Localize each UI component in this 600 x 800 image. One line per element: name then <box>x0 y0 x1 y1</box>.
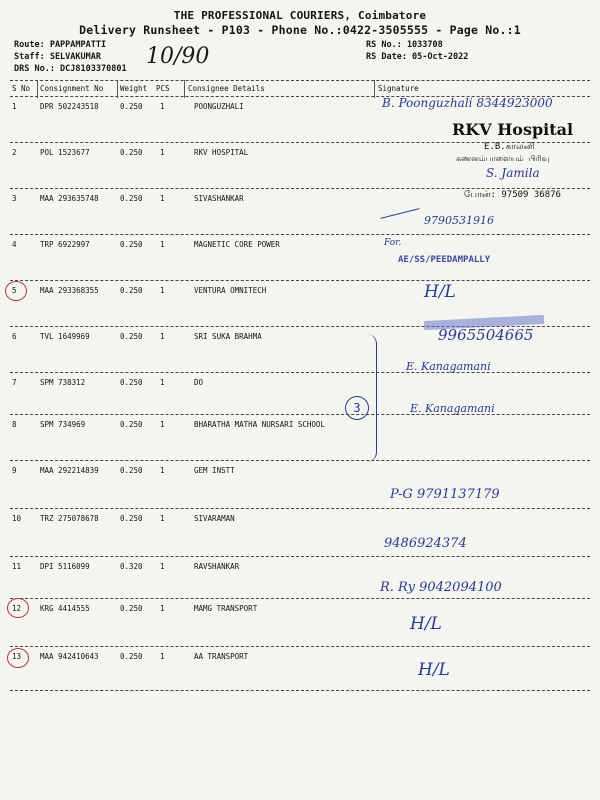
row-consignment-no: DPR 502243518 <box>40 102 99 111</box>
signature-row-5: H/L <box>424 282 456 302</box>
rs-number: RS No.: 1033708 <box>366 40 443 50</box>
col-header-consignee: Consignee Details <box>188 84 265 93</box>
signature-row-12: H/L <box>410 614 442 634</box>
row-pcs: 1 <box>160 562 165 571</box>
row-weight: 0.250 <box>120 194 143 203</box>
rs-date: RS Date: 05-Oct-2022 <box>366 52 469 62</box>
row-weight: 0.250 <box>120 420 143 429</box>
row-separator <box>10 372 590 373</box>
row-separator <box>10 234 590 235</box>
row-consignee: MAGNETIC CORE POWER <box>194 240 280 249</box>
row-weight: 0.250 <box>120 652 143 661</box>
col-header-weight: Weight <box>120 84 148 93</box>
row-sno: 6 <box>12 332 17 341</box>
row-pcs: 1 <box>160 514 165 523</box>
row-pcs: 1 <box>160 286 165 295</box>
row-consignee: SIVASHANKAR <box>194 194 244 203</box>
row-consignee: SIVARAMAN <box>194 514 235 523</box>
row-separator <box>10 646 590 647</box>
row-consignment-no: SPM 734969 <box>40 420 86 429</box>
row-consignee: GEM INSTT <box>194 466 235 475</box>
row-consignment-no: KRG 4414555 <box>40 604 90 613</box>
red-circle-mark <box>7 598 29 618</box>
row-weight: 0.250 <box>120 514 143 523</box>
row-separator <box>10 280 590 281</box>
row-consignee: RAVSHANKAR <box>194 562 240 571</box>
row-sno: 7 <box>12 378 17 387</box>
row-separator <box>10 598 590 599</box>
row-consignee: DO <box>194 378 204 387</box>
company-title: THE PROFESSIONAL COURIERS, Coimbatore <box>173 9 427 22</box>
row-weight: 0.250 <box>120 148 143 157</box>
staff-label: Staff: SELVAKUMAR <box>14 52 101 62</box>
magnetic-stamp: AE/SS/PEEDAMPALLY <box>398 255 491 265</box>
row-consignee: SRI SUKA BRAHMA <box>194 332 262 341</box>
route-label: Route: PAPPAMPATTI <box>14 40 107 50</box>
red-circle-mark <box>7 648 29 668</box>
row-pcs: 1 <box>160 420 165 429</box>
row-consignment-no: SPM 738312 <box>40 378 86 387</box>
signature-row-1: B. Poonguzhali 8344923000 <box>382 96 553 110</box>
row-consignment-no: MAA 293368355 <box>40 286 99 295</box>
row-pcs: 1 <box>160 194 165 203</box>
signature-row-4: For. <box>384 238 402 248</box>
row-weight: 0.250 <box>120 240 143 249</box>
row-sno: 5 <box>12 286 17 295</box>
row-weight: 0.250 <box>120 378 143 387</box>
row-consignment-no: POL 1523677 <box>40 148 90 157</box>
row-weight: 0.250 <box>120 102 143 111</box>
row-sno: 9 <box>12 466 17 475</box>
row-consignment-no: MAA 293635748 <box>40 194 99 203</box>
row-sno: 11 <box>12 562 22 571</box>
row-sno: 3 <box>12 194 17 203</box>
row-consignment-no: MAA 942410643 <box>40 652 99 661</box>
col-header-pcs: PCS <box>156 84 170 93</box>
header-top-rule <box>10 80 590 81</box>
row-consignee: MAMG TRANSPORT <box>194 604 258 613</box>
rkv-stamp-name: RKV Hospital <box>452 120 574 139</box>
rkv-stamp-phone: போன்: 97509 36876 <box>464 190 561 200</box>
row-consignee: BHARATHA MATHA NURSARI SCHOOL <box>194 420 325 429</box>
signature-scribble <box>380 208 419 219</box>
signature-row-6: 9965504665 <box>438 326 534 344</box>
row-sno: 12 <box>12 604 22 613</box>
col-divider <box>374 80 375 98</box>
row-pcs: 1 <box>160 102 165 111</box>
row-pcs: 1 <box>160 466 165 475</box>
row-separator <box>10 508 590 509</box>
row-pcs: 1 <box>160 332 165 341</box>
row-consignment-no: MAA 292214839 <box>40 466 99 475</box>
row-consignment-no: TRP 6922997 <box>40 240 90 249</box>
row-consignee: AA TRANSPORT <box>194 652 249 661</box>
row-pcs: 1 <box>160 378 165 387</box>
drs-number: DRS No.: DCJ8103370801 <box>14 64 127 74</box>
row-consignment-no: TRZ 275078678 <box>40 514 99 523</box>
row-sno: 10 <box>12 514 22 523</box>
col-header-consignment: Consignment No <box>40 84 104 93</box>
row-sno: 8 <box>12 420 17 429</box>
signature-row-13: H/L <box>418 660 450 680</box>
col-divider <box>117 80 118 98</box>
row-separator <box>10 556 590 557</box>
row-sno: 4 <box>12 240 17 249</box>
row-separator <box>10 460 590 461</box>
row-weight: 0.250 <box>120 286 143 295</box>
row-weight: 0.250 <box>120 332 143 341</box>
row-separator <box>10 188 590 189</box>
row-separator <box>10 690 590 691</box>
bracket-note: 3 <box>345 396 369 420</box>
row-sno: 2 <box>12 148 17 157</box>
runsheet-subtitle: Delivery Runsheet - P103 - Phone No.:0422-3505555 - Page No.:1 <box>79 23 521 37</box>
col-divider <box>37 80 38 98</box>
row-weight: 0.320 <box>120 562 143 571</box>
handwritten-count: 10/90 <box>146 44 210 69</box>
row-weight: 0.250 <box>120 466 143 475</box>
signature-row-3: 9790531916 <box>424 214 494 227</box>
row-pcs: 1 <box>160 652 165 661</box>
row-pcs: 1 <box>160 240 165 249</box>
row-consignment-no: TVL 1649969 <box>40 332 90 341</box>
row-consignee: RKV HOSPITAL <box>194 148 249 157</box>
row-sno: 1 <box>12 102 17 111</box>
signature-row-7: E. Kanagamani <box>406 360 491 373</box>
rkv-stamp-line3: கணனம்பாளையம் பிரிவு <box>456 154 550 163</box>
row-pcs: 1 <box>160 604 165 613</box>
col-header-sno: S No <box>12 84 31 93</box>
row-separator <box>10 414 590 415</box>
row-sno: 13 <box>12 652 22 661</box>
signature-row-11: R. Ry 9042094100 <box>380 580 502 595</box>
rkv-signer: S. Jamila <box>486 166 540 180</box>
signature-row-10: 9486924374 <box>384 536 467 551</box>
row-pcs: 1 <box>160 148 165 157</box>
row-consignment-no: DPI 5116099 <box>40 562 90 571</box>
row-weight: 0.250 <box>120 604 143 613</box>
col-header-signature: Signature <box>378 84 419 93</box>
signature-row-9: P-G 9791137179 <box>390 487 500 502</box>
rkv-stamp-line2: E.B.காலனி <box>484 142 535 152</box>
signature-row-8: E. Kanagamani <box>410 402 495 415</box>
red-circle-mark <box>5 281 27 301</box>
col-divider <box>184 80 185 98</box>
row-consignee: POONGUZHALI <box>194 102 244 111</box>
row-consignee: VENTURA OMNITECH <box>194 286 267 295</box>
